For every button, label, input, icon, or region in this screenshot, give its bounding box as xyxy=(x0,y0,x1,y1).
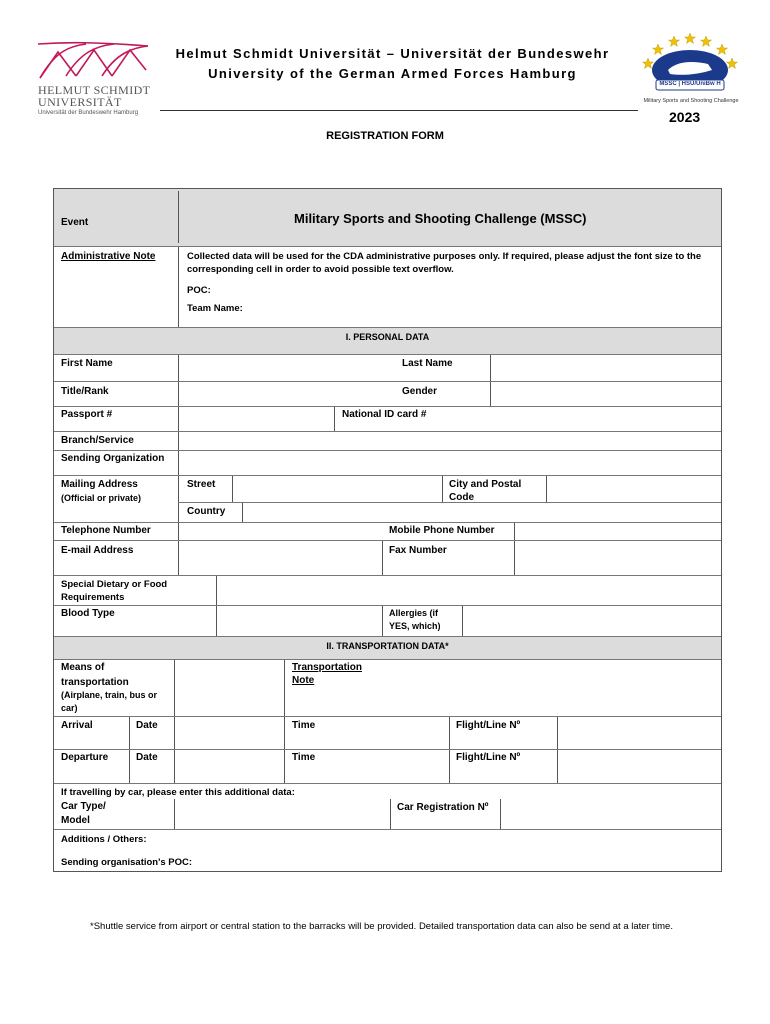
hsu-logo xyxy=(36,40,151,122)
divider xyxy=(334,407,335,431)
divider xyxy=(174,750,175,783)
passport-label: Passport # xyxy=(61,409,113,420)
divider xyxy=(500,799,501,829)
section-transport-title: II. TRANSPORTATION DATA* xyxy=(326,641,449,651)
divider xyxy=(284,660,285,716)
divider xyxy=(129,717,130,749)
footnote: *Shuttle service from airport or central station to the barracks will be provided. Detailed transportation data can also be send at a later time. xyxy=(90,921,673,932)
last-name-label: Last Name xyxy=(402,358,453,369)
arrival-label: Arrival xyxy=(61,720,93,731)
divider xyxy=(178,476,179,522)
divider xyxy=(449,750,450,783)
car-type-field[interactable] xyxy=(176,799,386,829)
car-registration-field[interactable] xyxy=(502,799,720,829)
divider xyxy=(382,541,383,575)
car-registration-label: Car Registration Nº xyxy=(397,802,489,813)
passport-field[interactable] xyxy=(180,407,330,431)
title-rank-field[interactable] xyxy=(180,382,390,406)
divider xyxy=(546,476,547,502)
departure-flight-label: Flight/Line Nº xyxy=(456,752,521,763)
street-label: Street xyxy=(187,479,216,490)
divider xyxy=(284,750,285,783)
departure-time-field[interactable] xyxy=(329,750,447,783)
divider xyxy=(178,451,179,475)
divider xyxy=(514,541,515,575)
sending-org-label: Sending Organization xyxy=(61,453,165,464)
gender-label: Gender xyxy=(402,386,438,397)
first-name-label: First Name xyxy=(61,358,113,369)
divider xyxy=(129,750,130,783)
arrival-flight-label: Flight/Line Nº xyxy=(456,720,521,731)
divider xyxy=(232,476,233,502)
divider xyxy=(462,606,463,636)
form-title: REGISTRATION FORM xyxy=(326,130,444,142)
university-name-en: University of the German Armed Forces Hamburg xyxy=(208,66,577,81)
university-name-de: Helmut Schmidt Universität – Universität der Bundeswehr xyxy=(175,46,610,61)
divider xyxy=(178,407,179,431)
mobile-field[interactable] xyxy=(516,523,720,540)
dietary-label: Special Dietary or Food Requirements xyxy=(61,579,168,603)
mssc-badge-text: MSSC | HSU/UniBw H xyxy=(659,81,721,87)
divider xyxy=(216,576,217,605)
national-id-label: National ID card # xyxy=(342,409,427,420)
mssc-emblem-icon xyxy=(628,30,748,100)
divider xyxy=(449,717,450,749)
team-name-label: Team Name: xyxy=(187,303,243,314)
registration-form xyxy=(53,188,722,872)
transport-note-field[interactable] xyxy=(384,660,720,716)
arrival-date-field[interactable] xyxy=(176,717,282,749)
mssc-caption: Military Sports and Shooting Challenge xyxy=(643,98,739,104)
city-postal-field[interactable] xyxy=(548,476,720,502)
row-line xyxy=(54,246,721,247)
national-id-field[interactable] xyxy=(434,407,720,431)
mailing-address-sub: (Official or private) xyxy=(61,493,142,503)
row-line xyxy=(54,829,721,830)
divider xyxy=(216,606,217,636)
sending-org-field[interactable] xyxy=(180,451,720,475)
divider xyxy=(390,799,391,829)
departure-time-label: Time xyxy=(292,752,316,763)
divider xyxy=(178,382,179,406)
divider xyxy=(178,432,179,450)
car-info-label: If travelling by car, please enter this additional data: xyxy=(61,787,295,798)
departure-flight-field[interactable] xyxy=(559,750,720,783)
admin-note-label: Administrative Note xyxy=(61,251,156,262)
divider xyxy=(242,503,243,522)
mssc-logo xyxy=(628,30,748,110)
section-personal-title: I. PERSONAL DATA xyxy=(345,332,430,342)
hsu-logo-line1: HELMUT SCHMIDT xyxy=(38,83,151,97)
country-label: Country xyxy=(187,506,226,517)
last-name-field[interactable] xyxy=(492,355,720,381)
telephone-label: Telephone Number xyxy=(61,525,151,536)
hsu-logo-line2: UNIVERSITÄT xyxy=(38,95,122,109)
divider xyxy=(490,355,491,381)
arrival-time-field[interactable] xyxy=(329,717,447,749)
divider xyxy=(178,191,179,243)
divider xyxy=(442,476,443,502)
means-transport-sub: (Airplane, train, bus or car) xyxy=(61,690,158,713)
event-value: Military Sports and Shooting Challenge (MSSC) xyxy=(294,211,587,226)
branch-service-field[interactable] xyxy=(180,432,720,450)
email-label: E-mail Address xyxy=(61,545,134,556)
first-name-field[interactable] xyxy=(180,355,390,381)
mobile-label: Mobile Phone Number xyxy=(389,525,495,536)
admin-note-text: Collected data will be used for the CDA administrative purposes only. If required, please adjust the font size to the corresponding cell in order to avoid possible text overflow. xyxy=(187,251,702,275)
street-field[interactable] xyxy=(234,476,439,502)
allergies-label: Allergies (if YES, which) xyxy=(389,608,441,631)
hsu-logo-mark xyxy=(36,40,151,82)
divider xyxy=(382,606,383,636)
blood-type-field[interactable] xyxy=(218,606,378,636)
arrival-time-label: Time xyxy=(292,720,316,731)
poc-label: POC: xyxy=(187,285,211,296)
gender-field[interactable] xyxy=(492,382,720,406)
divider xyxy=(284,717,285,749)
dietary-field[interactable] xyxy=(218,576,720,605)
email-field[interactable] xyxy=(180,541,380,575)
additions-label: Additions / Others: xyxy=(61,834,147,845)
transport-note-label: Transportation Note xyxy=(292,662,363,686)
fax-field[interactable] xyxy=(516,541,720,575)
mailing-address-label: Mailing Address xyxy=(61,479,138,490)
divider xyxy=(174,717,175,749)
divider xyxy=(178,355,179,381)
arrival-date-label: Date xyxy=(136,720,158,731)
country-field[interactable] xyxy=(244,503,720,522)
divider xyxy=(557,750,558,783)
divider xyxy=(178,523,179,540)
row-line xyxy=(54,783,721,784)
divider xyxy=(174,799,175,829)
blood-type-label: Blood Type xyxy=(61,608,115,619)
header-rule xyxy=(160,110,638,111)
divider xyxy=(174,660,175,716)
divider xyxy=(490,382,491,406)
means-transport-label: Means of transportation xyxy=(61,662,129,688)
branch-service-label: Branch/Service xyxy=(61,435,134,446)
divider xyxy=(178,247,179,327)
city-postal-label: City and Postal Code xyxy=(449,479,522,503)
means-transport-field[interactable] xyxy=(176,660,282,716)
divider xyxy=(557,717,558,749)
hsu-logo-line3: Universität der Bundeswehr Hamburg xyxy=(38,110,139,116)
sending-poc-label: Sending organisation's POC: xyxy=(61,857,193,868)
year-label: 2023 xyxy=(669,109,701,125)
car-type-label: Car Type/ Model xyxy=(61,801,106,826)
event-label: Event xyxy=(61,217,89,228)
telephone-field[interactable] xyxy=(180,523,380,540)
fax-label: Fax Number xyxy=(389,545,447,556)
departure-date-field[interactable] xyxy=(176,750,282,783)
departure-label: Departure xyxy=(61,752,109,763)
divider xyxy=(514,523,515,540)
allergies-field[interactable] xyxy=(464,606,720,636)
divider xyxy=(178,541,179,575)
title-rank-label: Title/Rank xyxy=(61,386,109,397)
departure-date-label: Date xyxy=(136,752,158,763)
arrival-flight-field[interactable] xyxy=(559,717,720,749)
